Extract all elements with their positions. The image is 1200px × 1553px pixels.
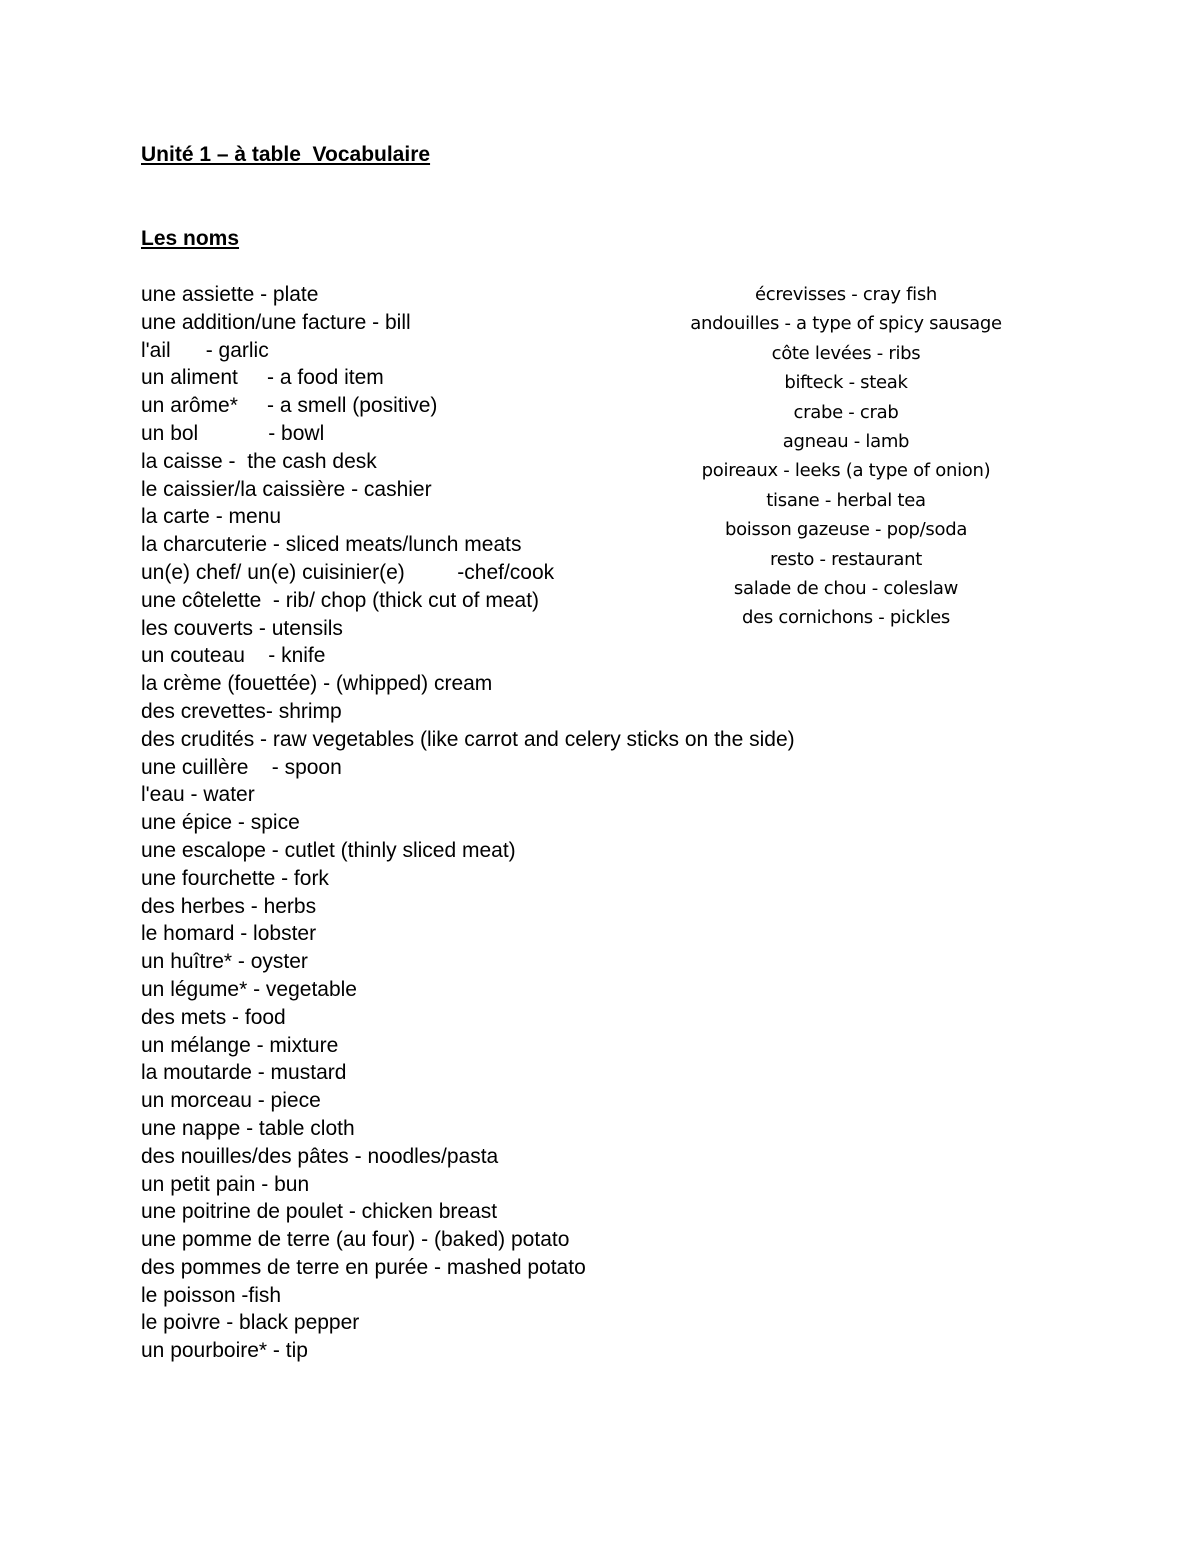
vocab-item: un bol - bowl [141,421,325,445]
vocab-item: un légume* - vegetable [141,977,357,1001]
vocab-item: des mets - food [141,1005,286,1029]
vocab-item: un couteau - knife [141,644,326,668]
vocab-item: la moutarde - mustard [141,1061,347,1085]
vocab-item: un aliment - a food item [141,366,384,390]
side-vocab-item: boisson gazeuse - pop/soda [724,519,968,541]
vocab-item: le poisson -fish [141,1283,282,1307]
side-vocab-item: des cornichons - pickles [741,607,951,629]
vocab-item: une épice - spice [141,811,300,835]
vocab-item: un mélange - mixture [141,1033,339,1057]
page-title: Unité 1 – à table Vocabulaire [141,143,431,166]
vocab-item: un(e) chef/ un(e) cuisinier(e) -chef/cook [141,560,555,584]
vocab-item: un huître* - oyster [141,950,308,974]
vocab-item: le homard - lobster [141,922,317,946]
vocab-item: un petit pain - bun [141,1172,310,1196]
vocab-item: un morceau - piece [141,1089,321,1113]
vocab-item: la carte - menu [141,505,282,529]
vocab-item: une pomme de terre (au four) - (baked) potato [141,1228,570,1252]
vocab-item: des crevettes- shrimp [141,699,342,723]
side-vocab-item: poireaux - leeks (a type of onion) [701,460,991,482]
vocab-item: les couverts - utensils [141,616,343,640]
vocab-item: une côtelette - rib/ chop (thick cut of meat) [141,588,540,612]
vocab-item: la crème (fouettée) - (whipped) cream [141,672,493,696]
vocab-item: un arôme* - a smell (positive) [141,394,438,418]
vocab-item: un pourboire* - tip [141,1339,308,1363]
side-vocab-item: crabe - crab [793,401,899,423]
vocab-item: une assiette - plate [141,283,319,306]
vocab-item: des nouilles/des pâtes - noodles/pasta [141,1144,499,1168]
vocab-item: l'ail - garlic [141,338,269,362]
vocab-item: une fourchette - fork [141,866,329,890]
side-vocab-item: salade de chou - coleslaw [733,578,959,600]
vocab-item: le caissier/la caissière - cashier [141,477,432,501]
section-heading-les-noms: Les noms [141,227,240,250]
vocab-item: l'eau - water [141,783,255,807]
vocab-item: une poitrine de poulet - chicken breast [141,1200,498,1224]
side-vocab-list [646,280,1046,633]
side-vocab-item: tisane - herbal tea [766,489,926,511]
vocab-item: le poivre - black pepper [141,1311,360,1335]
vocab-item: une addition/une facture - bill [141,310,411,334]
vocab-item: la charcuterie - sliced meats/lunch meats [141,533,522,557]
side-vocab-item: resto - restaurant [770,548,922,570]
vocab-item: une cuillère - spoon [141,755,342,779]
vocab-item: des herbes - herbs [141,894,317,918]
vocab-item: la caisse - the cash desk [141,449,377,473]
vocab-item: une nappe - table cloth [141,1116,355,1140]
side-vocab-item: écrevisses - cray fish [754,284,938,305]
vocab-item: des pommes de terre en purée - mashed potato [141,1255,586,1279]
vocab-item: une escalope - cutlet (thinly sliced meat) [141,838,516,862]
side-vocab-item: côte levées - ribs [771,342,921,364]
side-vocab-item: agneau - lamb [782,431,910,453]
vocab-item: des crudités - raw vegetables (like carrot and celery sticks on the side) [141,727,795,751]
side-vocab-item: andouilles - a type of spicy sausage [690,313,1002,335]
side-vocab-item: bifteck - steak [784,372,908,394]
